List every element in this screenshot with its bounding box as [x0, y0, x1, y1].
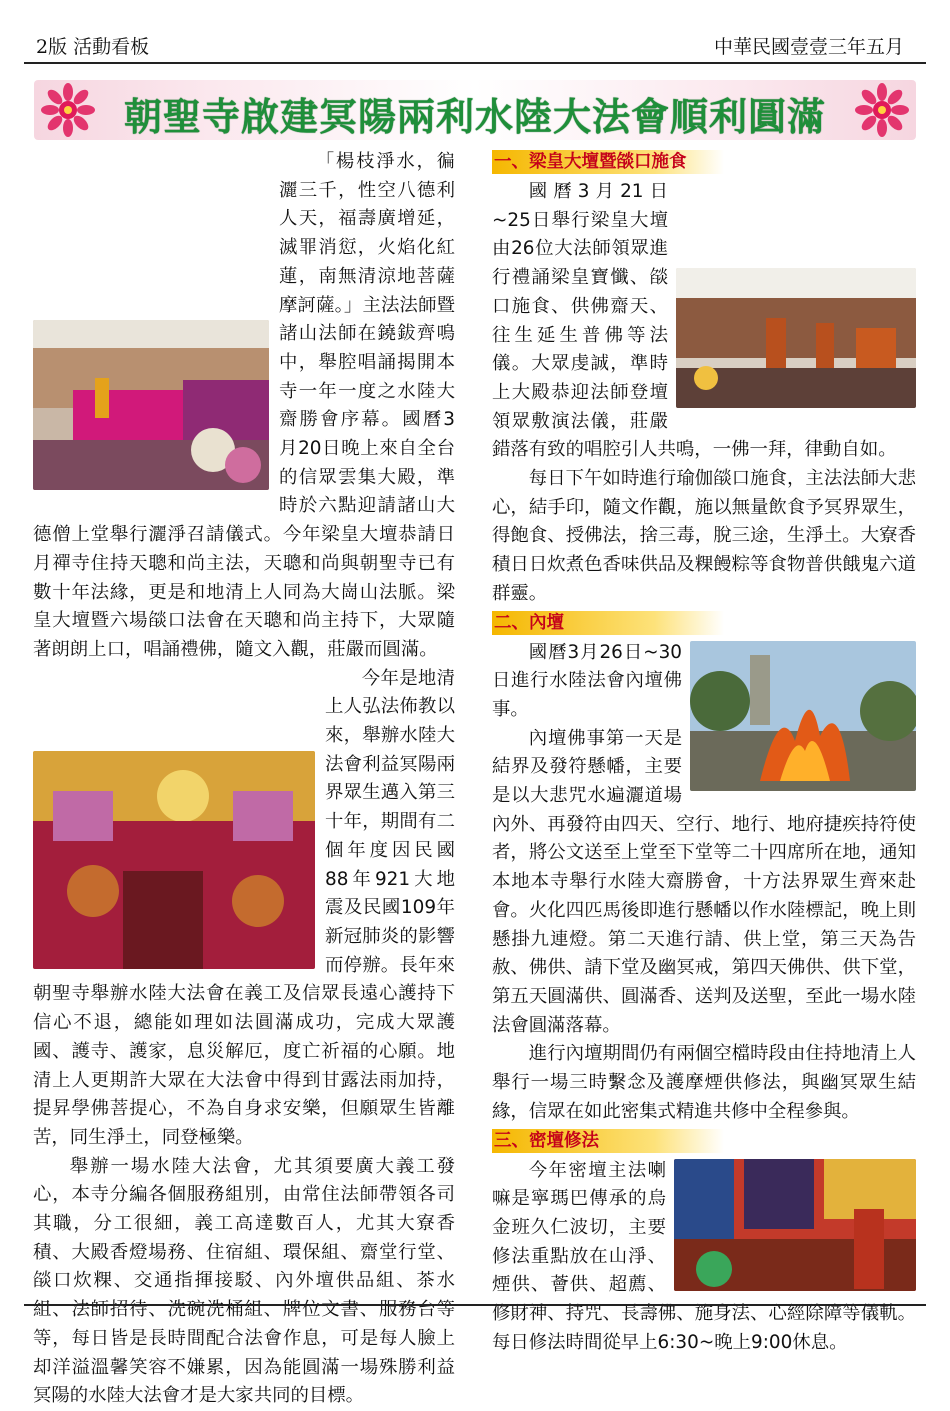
section-2-para-3: 進行內壇期間仍有兩個空檔時段由住持地清上人舉行一場三時繫念及護摩煙供修法，與幽冥眾生結緣，信眾在如此密集式精進共修中全程參與。 [492, 1043, 916, 1122]
photo-tantric-altar [674, 1159, 916, 1291]
section-heading-2: 二、內壇 [492, 611, 724, 635]
section-1-para-2: 每日下午如時進行瑜伽燄口施食，主法法師大悲心，結手印，隨文作觀，施以無量飲食予冥界眾生，得飽食、授佛法，捨三毒，脫三途，生淨土。大寮香積日日炊煮色香味供品及粿饅粽等食物普供餓鬼六道群靈。 [492, 468, 916, 604]
article-para-3: 舉辦一場水陸大法會，尤其須要廣大義工發心，本寺分編各個服務組別，由常住法師帶領各司其職，分工很細，義工高達數百人，尤其大寮香積、大殿香燈場務、住宿組、環保組、齋堂行堂、燄口炊粿、交通指揮接駁、內外壇供品組、茶水組、法師招待、洗碗洗桶組、牌位文書、服務台等等，每日皆是長時間配合法會作息，可是每人臉上却洋溢溫馨笑容不嫌累，因為能圓滿一場殊勝利益冥陽的水陸大法會才是大家共同的目標。 [33, 1155, 455, 1407]
title-banner [34, 80, 916, 140]
page-title: 朝聖寺啟建冥陽兩利水陸大法會順利圓滿 [123, 95, 826, 139]
right-column [492, 148, 916, 1357]
page-header [24, 0, 926, 62]
footer-divider [24, 1304, 926, 1306]
section-2-para-1: 國曆3月26日~30日進行水陸法會內壇佛事。 [492, 639, 916, 725]
article-para-2: 今年是地清上人弘法佈教以來，舉辦水陸大法會利益冥陽兩界眾生邁入第三十年，期間有二個年度因民國88年921大地震及民國109年新冠肺炎的影響而停辦。長年來朝聖寺舉辦水陸大法會在義工及信眾長遠心護持下信心不退，總能如理如法圓滿成功，完成大眾護國、護寺、護家，息災解厄，度亡祈福的心願。地清上人更期許大眾在大法會中得到甘露法雨加持，提昇學佛菩提心，不為自身求安樂，但願眾生皆離苦，同生淨土，同登極樂。 [33, 667, 455, 1148]
section-2-para-2: 內壇佛事第一天是結界及發符懸幡，主要是以大悲咒水遍灑道場內外、再發符由四天、空行、地行、地府捷疾持符使者，將公文送至上堂至下堂等二十四席所在地，通知本地本寺舉行水陸大齋勝會，十方法界眾生齊來赴會。火化四匹馬後即進行懸幡以作水陸標記，晚上則懸掛九連燈。第二天進行請、供上堂，第三天為告赦、佛供、請下堂及幽冥戒，第四天佛供、供下堂，第五天圓滿供、圓滿香、送判及送聖，至此一場水陸法會圓滿落幕。 [492, 727, 916, 1036]
article-intro-part1: 「楊枝淨水，徧灑三千，性空八德利人天，福壽廣增延，滅罪消愆，火焰化紅蓮，南無清涼地菩薩摩訶薩。」主法法師暨諸山法師在鐃鈸齊鳴中，舉腔唱誦揭開本寺一年一度之水陸大齋勝會序幕。國曆3月20日晚上來自全台的信眾雲集大殿，準時於六點迎請諸山大德僧上堂舉行灑淨召請儀式。今年梁皇大壇恭請日月禪寺住持天聰和尚主法，天聰和尚與朝聖寺已有數十年法緣，更是和地清上人同為大崗山法脈。梁皇大壇暨六場燄口法會在天聰和尚主持下，大眾隨著朗朗上口，唱誦禮佛，隨文入觀，莊嚴而圓滿。 [33, 151, 455, 660]
issue-date: 中華民國壹壹三年五月 [713, 36, 904, 58]
page-section-label: 2版 活動看板 [36, 36, 150, 58]
photo-horse-burning [690, 641, 916, 791]
photo-dharma-masters [676, 268, 916, 408]
section-3-para-1: 今年密壇主法喇嘛是寧瑪巴傳承的烏金班久仁波切，主要修法重點放在山淨、煙供、薈供、超薦、修財神、持咒、長壽佛、施身法、心經除障等儀軌。每日修法時間從早上6:30~晚上9:00休息。 [492, 1159, 916, 1353]
header-divider [24, 62, 926, 64]
section-heading-1: 一、梁皇大壇暨燄口施食 [492, 150, 724, 174]
left-column [33, 148, 455, 1411]
flower-left-icon [38, 80, 102, 140]
section-1-para-1: 國曆3月21日~25日舉行梁皇大壇由26位大法師領眾進行禮誦梁皇寶懺、燄口施食、供佛齋天、往生延生普佛等法儀。大眾虔誠，準時上大殿恭迎法師登壇領眾敷演法儀，莊嚴錯落有致的唱腔引人共鳴，一佛一拜，律動自如。 [492, 178, 916, 465]
flower-right-icon [848, 80, 912, 140]
photo-liangwang-altar [33, 320, 269, 490]
photo-main-hall-ceremony [33, 751, 315, 969]
section-heading-3: 三、密壇修法 [492, 1129, 724, 1153]
